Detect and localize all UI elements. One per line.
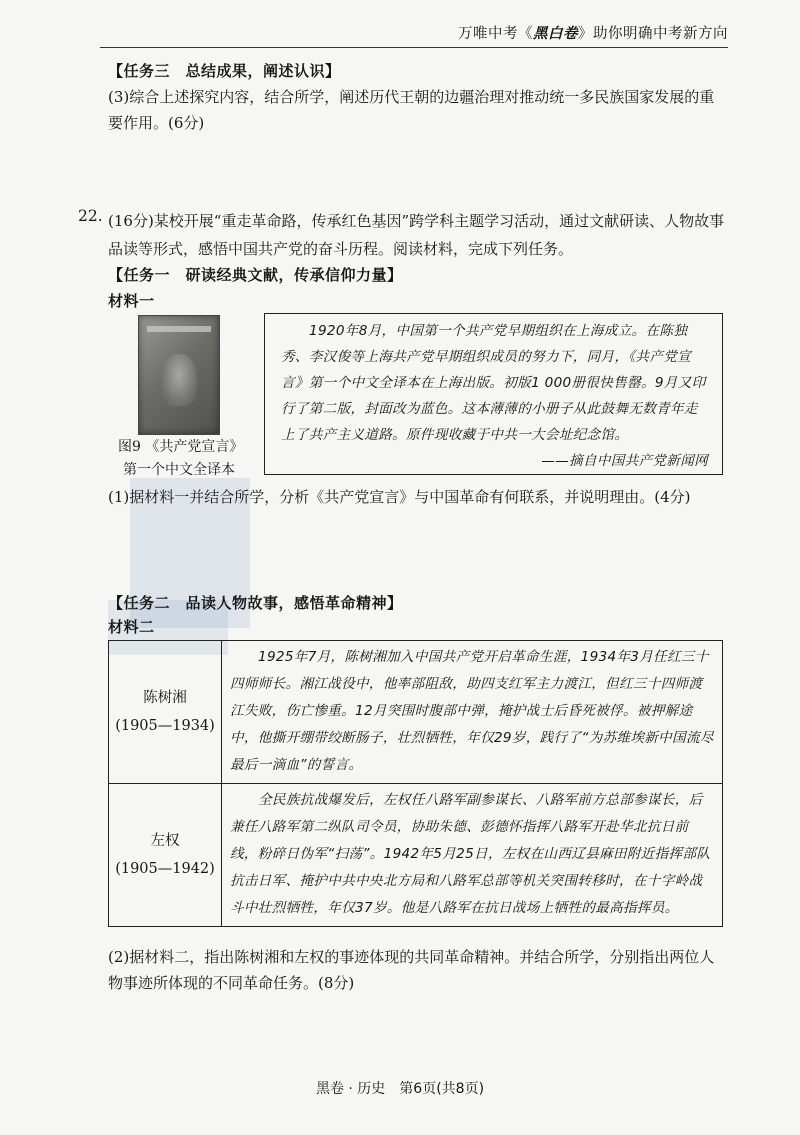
task3-question: (3)综合上述探究内容，结合所学，阐述历代王朝的边疆治理对推动统一多民族国家发展的重要作用。(6分) xyxy=(108,88,715,132)
task1-heading: 【任务一 研读经典文献，传承信仰力量】 xyxy=(108,266,403,284)
person-name: 左权 xyxy=(150,833,180,849)
task3-heading: 【任务三 总结成果，阐述认识】 xyxy=(108,62,341,80)
person-story: 1925年7月，陈树湘加入中国共产党开启革命生涯，1934年3月任红三十四师师长。湘江战役中，他率部阻敌，助四支红军主力渡江，但红三十四师渡江失败，伤亡惨重。12月突围时腹部中弹，掩护战士后昏死被俘。被押解途中，他撕开绷带绞断肠子，壮烈牺牲，年仅29岁，践行了“为苏维埃新中国流尽最后一滴血”的誓言。 xyxy=(222,641,723,784)
material1-text: 1920年8月，中国第一个共产党早期组织在上海成立。在陈独秀、李汉俊等上海共产党早期组织成员的努力下，同月，《共产党宣言》第一个中文全译本在上海出版。初版1 000册很快售罄。9月又印行了第二版，封面改为蓝色。这本薄薄的小册子从此鼓舞无数青年走上了共产主义道路。原件现收藏于中共一大会址纪念馆。 xyxy=(281,323,706,443)
person-cell xyxy=(109,784,222,927)
material1-box xyxy=(264,313,723,475)
question-intro: (16分)某校开展“重走革命路，传承红色基因”跨学科主题学习活动，通过文献研读、人物故事品读等形式，感悟中国共产党的奋斗历程。阅读材料，完成下列任务。 xyxy=(108,212,725,258)
header-slogan: 万唯中考《黑白卷》助你明确中考新方向 xyxy=(458,25,728,42)
task1-question: (1)据材料一并结合所学，分析《共产党宣言》与中国革命有何联系，并说明理由。(4分) xyxy=(108,488,691,506)
material1-source: ——摘自中国共产党新闻网 xyxy=(541,453,708,469)
person-years: (1905—1934) xyxy=(115,718,215,734)
brand-name: 黑白卷 xyxy=(533,25,578,42)
person-cell xyxy=(109,641,222,784)
table-row xyxy=(109,784,723,927)
manifesto-book-image xyxy=(138,315,220,435)
question-number: 22. xyxy=(78,207,103,225)
task2-question: (2)据材料二，指出陈树湘和左权的事迹体现的共同革命精神。并结合所学，分别指出两位人物事迹所体现的不同革命任务。(8分) xyxy=(108,948,715,992)
material2-label: 材料二 xyxy=(108,618,155,636)
person-name: 陈树湘 xyxy=(143,690,187,706)
task2-heading: 【任务二 品读人物故事，感悟革命精神】 xyxy=(108,594,403,612)
table-row xyxy=(109,641,723,784)
material1-label: 材料一 xyxy=(108,292,155,310)
person-story: 全民族抗战爆发后，左权任八路军副参谋长、八路军前方总部参谋长，后兼任八路军第二纵队司令员，协助朱德、彭德怀指挥八路军开赴华北抗日前线，粉碎日伪军“扫荡”。1942年5月25日，左权在山西辽县麻田附近指挥部队抗击日军、掩护中共中央北方局和八路军总部等机关突围转移时，在十字岭战斗中壮烈牺牲，年仅37岁。他是八路军在抗日战场上牺牲的最高指挥员。 xyxy=(222,784,723,927)
page-footer: 黑卷 · 历史 第6页(共8页) xyxy=(315,1081,485,1097)
figure-caption-sub: 第一个中文全译本 xyxy=(123,462,235,478)
material2-table xyxy=(108,640,723,927)
figure-caption: 图9 《共产党宣言》 xyxy=(118,439,244,455)
header-divider xyxy=(100,47,728,48)
person-years: (1905—1942) xyxy=(115,861,215,877)
